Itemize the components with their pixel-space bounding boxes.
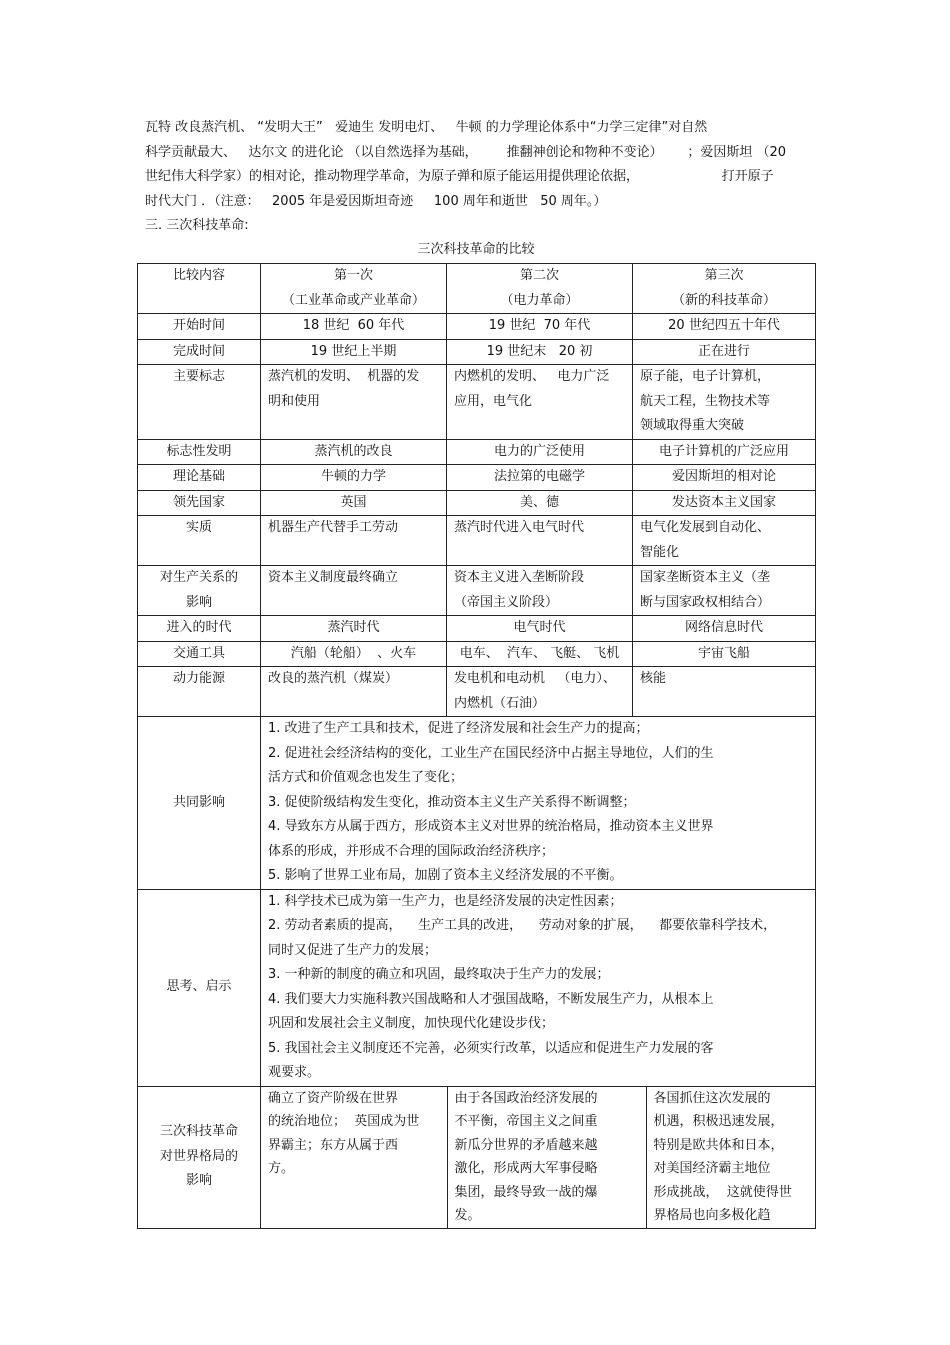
cell-line: 方。 [268, 1161, 295, 1176]
cell-line: 改良的蒸汽机（煤炭） [268, 671, 399, 686]
row-cell-c1 [261, 339, 447, 365]
cell-line: 比较内容 [172, 268, 225, 283]
cell-line: 正在进行 [697, 343, 750, 359]
row-cell-c3 [633, 465, 816, 491]
cell-line: 对世界格局的 [159, 1148, 238, 1164]
cell-line: 特别是欧共体和日本， [653, 1137, 784, 1153]
row-cell-c1 [261, 314, 447, 340]
cell-line: 体系的形成，并形成不合理的国际政治经济秩序； [268, 843, 555, 859]
cell-line: 激化，形成两大军事侵略 [454, 1161, 598, 1176]
cell-line: 开始时间 [172, 318, 225, 333]
row-cell-c2 [447, 516, 633, 566]
thinking-row [138, 889, 816, 1086]
cell-line: 美、德 [519, 494, 559, 510]
world-impact-columns [261, 1086, 816, 1228]
cell-line: 电气时代 [513, 620, 566, 635]
cell-line: 5. 影响了世界工业布局，加剧了资本主义经济发展的不平衡。 [268, 868, 623, 883]
cell-line: 智能化 [640, 544, 680, 560]
cell-line: 网络信息时代 [684, 620, 763, 635]
row-cell-c1 [261, 566, 447, 616]
table-caption: 三次科技革命的比较 [417, 242, 535, 257]
cell-line: （工业革命或产业革命） [281, 292, 425, 308]
cell-line: 原子能，电子计算机， [640, 369, 771, 384]
cell-line: 蒸汽时代 [327, 620, 380, 635]
row-cell-c1 [261, 616, 447, 642]
cell-line: 4. 我们要大力实施科教兴国战略和人才强国战略，不断发展生产力，从根本上 [268, 991, 714, 1007]
table-row [138, 641, 816, 667]
cell-line: 内燃机的发明、 电力广泛 [454, 369, 610, 384]
cell-line: （新的科技革命） [671, 292, 776, 308]
cell-line: 机遇，积极迅速发展， [653, 1114, 784, 1129]
cell-line: 发。 [454, 1208, 481, 1223]
world-impact-c3 [646, 1087, 816, 1228]
cell-line: 形成挑战， 这就使得世 [653, 1184, 792, 1200]
cell-line: 资本主义进入垄断阶段 [454, 570, 585, 585]
cell-line: 领先国家 [172, 494, 225, 510]
cell-line: 英国 [340, 494, 367, 510]
row-cell-c3 [633, 314, 816, 340]
row-cell-c2 [447, 641, 633, 667]
row-cell-c3 [633, 667, 816, 717]
cell-line: 第二次 [519, 268, 559, 283]
cell-line: 应用，电气化 [454, 393, 533, 409]
cell-line: 界霸主；东方从属于西 [268, 1137, 399, 1153]
cell-line: 界格局也向多极化趋 [653, 1208, 771, 1223]
cell-line: 新瓜分世界的矛盾越来越 [454, 1137, 598, 1153]
table-row [138, 465, 816, 491]
row-cell-c2 [447, 490, 633, 516]
cell-line: 理论基础 [172, 469, 225, 484]
intro-line: 时代大门 ．（注意： 2005 年是爱因斯坦奇迹 100 周年和逝世 50 周年。） [145, 193, 607, 209]
table-row [138, 566, 816, 616]
cell-line: 不平衡，帝国主义之间重 [454, 1114, 598, 1129]
cell-line: 第一次 [333, 268, 373, 283]
row-cell-c2 [447, 365, 633, 440]
cell-line: 实质 [185, 520, 212, 535]
cell-line: 集团，最终导致一战的爆 [454, 1184, 598, 1200]
intro-paragraph [145, 116, 815, 214]
world-impact-c1 [261, 1087, 447, 1228]
table-header-row [138, 264, 816, 314]
cell-line: 法拉第的电磁学 [493, 469, 585, 484]
cell-line: （帝国主义阶段） [454, 594, 559, 610]
row-cell-c1 [261, 439, 447, 465]
header-cell [261, 264, 447, 314]
row-label [138, 490, 261, 516]
cell-line: 20 世纪四五十年代 [668, 318, 780, 333]
cell-line: 2. 劳动者素质的提高， 生产工具的改进， 劳动对象的扩展， 都要依靠科学技术， [268, 918, 777, 933]
row-label [138, 566, 261, 616]
header-cell [447, 264, 633, 314]
cell-line: 发电机和电动机 （电力）、 [454, 671, 616, 686]
cell-line: 19 世纪 70 年代 [488, 318, 591, 333]
cell-line: 的统治地位； 英国成为世 [268, 1114, 420, 1129]
world-impact-c2 [447, 1087, 646, 1228]
row-cell-c1 [261, 516, 447, 566]
header-cell [633, 264, 816, 314]
row-label [138, 667, 261, 717]
cell-line: 汽船（轮船） 、火车 [290, 645, 417, 661]
cell-line: 19 世纪末 20 初 [486, 343, 593, 359]
row-cell-c3 [633, 616, 816, 642]
cell-line: 活方式和价值观念也发生了变化； [268, 770, 464, 785]
cell-line: 主要标志 [172, 369, 225, 384]
table-row [138, 339, 816, 365]
row-label: 共同影响 [138, 717, 261, 890]
row-label [138, 516, 261, 566]
table-row [138, 365, 816, 440]
row-cell-c2 [447, 616, 633, 642]
intro-line: 瓦特 改良蒸汽机、 “发明大王” 爱迪生 发明电灯、 牛顿 的力学理论体系中“力学三定律”对自然 [145, 120, 708, 135]
cell-line: 由于各国政治经济发展的 [454, 1090, 598, 1106]
intro-line: 科学贡献最大、 达尔文 的进化论 （以自然选择为基础， 推翻神创论和物种不变论） ；爱因斯坦 （20 [145, 144, 787, 160]
intro-line: 世纪伟大科学家）的相对论，推动物理学革命，为原子弹和原子能运用提供理论依据， 打开原子 [145, 169, 774, 184]
cell-line: 同时又促进了生产力的发展； [268, 942, 438, 958]
cell-line: 蒸汽时代进入电气时代 [454, 520, 585, 535]
cell-line: 国家垄断资本主义（垄 [640, 570, 771, 585]
row-label: 思考、启示 [138, 889, 261, 1086]
cell-line: 动力能源 [172, 671, 225, 686]
row-cell-c3 [633, 641, 816, 667]
row-cell-c3 [633, 439, 816, 465]
cell-line: 1. 改进了生产工具和技术，促进了经济发展和社会生产力的提高； [268, 721, 649, 736]
row-cell-c1 [261, 490, 447, 516]
row-cell-c3 [633, 566, 816, 616]
row-content [261, 717, 816, 890]
row-cell-c2 [447, 314, 633, 340]
cell-line: 航天工程，生物技术等 [640, 393, 771, 409]
cell-line: 发达资本主义国家 [671, 494, 776, 510]
cell-line: 18 世纪 60 年代 [302, 318, 405, 333]
cell-line: 蒸汽机的发明、 机器的发 [268, 369, 420, 384]
row-cell-c2 [447, 566, 633, 616]
row-label [138, 616, 261, 642]
cell-line: 4. 导致东方从属于西方，形成资本主义对世界的统治格局，推动资本主义世界 [268, 819, 714, 834]
row-label [138, 314, 261, 340]
cell-line: 第三次 [704, 268, 744, 283]
cell-line: 明和使用 [268, 393, 321, 409]
row-label [138, 641, 261, 667]
table-row [138, 516, 816, 566]
row-cell-c1 [261, 365, 447, 440]
header-cell [138, 264, 261, 314]
row-label [138, 439, 261, 465]
row-cell-c3 [633, 339, 816, 365]
cell-line: 观要求。 [268, 1065, 321, 1080]
cell-line: 电气化发展到自动化、 [640, 520, 771, 535]
world-impact-row [138, 1086, 816, 1228]
table-row [138, 439, 816, 465]
row-label [138, 1086, 261, 1228]
row-cell-c2 [447, 667, 633, 717]
table-row [138, 616, 816, 642]
row-label [138, 365, 261, 440]
cell-line: 核能 [640, 671, 667, 686]
table-row [138, 667, 816, 717]
cell-line: 1. 科学技术已成为第一生产力，也是经济发展的决定性因素； [268, 893, 623, 909]
cell-line: 3. 促使阶级结构发生变化，推动资本主义生产关系得不断调整； [268, 794, 636, 810]
cell-line: 蒸汽机的改良 [314, 443, 393, 459]
cell-line: 影响 [185, 594, 212, 610]
cell-line: 资本主义制度最终确立 [268, 570, 399, 585]
row-cell-c3 [633, 365, 816, 440]
row-cell-c3 [633, 516, 816, 566]
cell-line: 电力的广泛使用 [493, 443, 585, 459]
cell-line: 3. 一种新的制度的确立和巩固，最终取决于生产力的发展； [268, 967, 610, 982]
cell-line: 电子计算机的广泛应用 [658, 443, 789, 459]
cell-line: 断与国家政权相结合） [640, 594, 771, 610]
cell-line: 巩固和发展社会主义制度，加快现代化建设步伐； [268, 1016, 555, 1031]
section-title: 三. 三次科技革命: [145, 218, 249, 233]
table-row [138, 314, 816, 340]
cell-line: 进入的时代 [166, 620, 232, 635]
cell-line: 对美国经济霸主地位 [653, 1161, 771, 1176]
row-cell-c1 [261, 641, 447, 667]
cell-line: 各国抓住这次发展的 [653, 1090, 771, 1106]
cell-line: 标志性发明 [166, 443, 232, 459]
comparison-table [137, 263, 816, 1229]
cell-line: 交通工具 [172, 645, 225, 661]
row-cell-c3 [633, 490, 816, 516]
row-cell-c2 [447, 465, 633, 491]
cell-line: 电车、 汽车、 飞艇、 飞机 [459, 645, 620, 661]
common-impact-row [138, 717, 816, 890]
row-content [261, 889, 816, 1086]
cell-line: 19 世纪上半期 [310, 343, 397, 359]
cell-line: 宇宙飞船 [697, 645, 750, 661]
cell-line: 牛顿的力学 [320, 469, 386, 484]
row-label [138, 339, 261, 365]
row-cell-c2 [447, 339, 633, 365]
table-row [138, 490, 816, 516]
cell-line: 爱因斯坦的相对论 [671, 469, 776, 484]
cell-line: 内燃机（石油） [454, 695, 546, 711]
cell-line: 2. 促进社会经济结构的变化，工业生产在国民经济中占据主导地位，人们的生 [268, 745, 714, 761]
row-cell-c1 [261, 667, 447, 717]
cell-line: 影响 [185, 1173, 212, 1189]
cell-line: 领域取得重大突破 [640, 418, 745, 433]
cell-line: 完成时间 [172, 343, 225, 359]
row-cell-c1 [261, 465, 447, 491]
row-cell-c2 [447, 439, 633, 465]
row-label [138, 465, 261, 491]
cell-line: 5. 我国社会主义制度还不完善，必须实行改革，以适应和促进生产力发展的客 [268, 1040, 714, 1056]
cell-line: 确立了资产阶级在世界 [268, 1090, 399, 1106]
cell-line: 机器生产代替手工劳动 [268, 520, 399, 535]
cell-line: 三次科技革命 [159, 1124, 238, 1140]
cell-line: 对生产关系的 [159, 570, 238, 585]
cell-line: （电力革命） [500, 292, 579, 308]
